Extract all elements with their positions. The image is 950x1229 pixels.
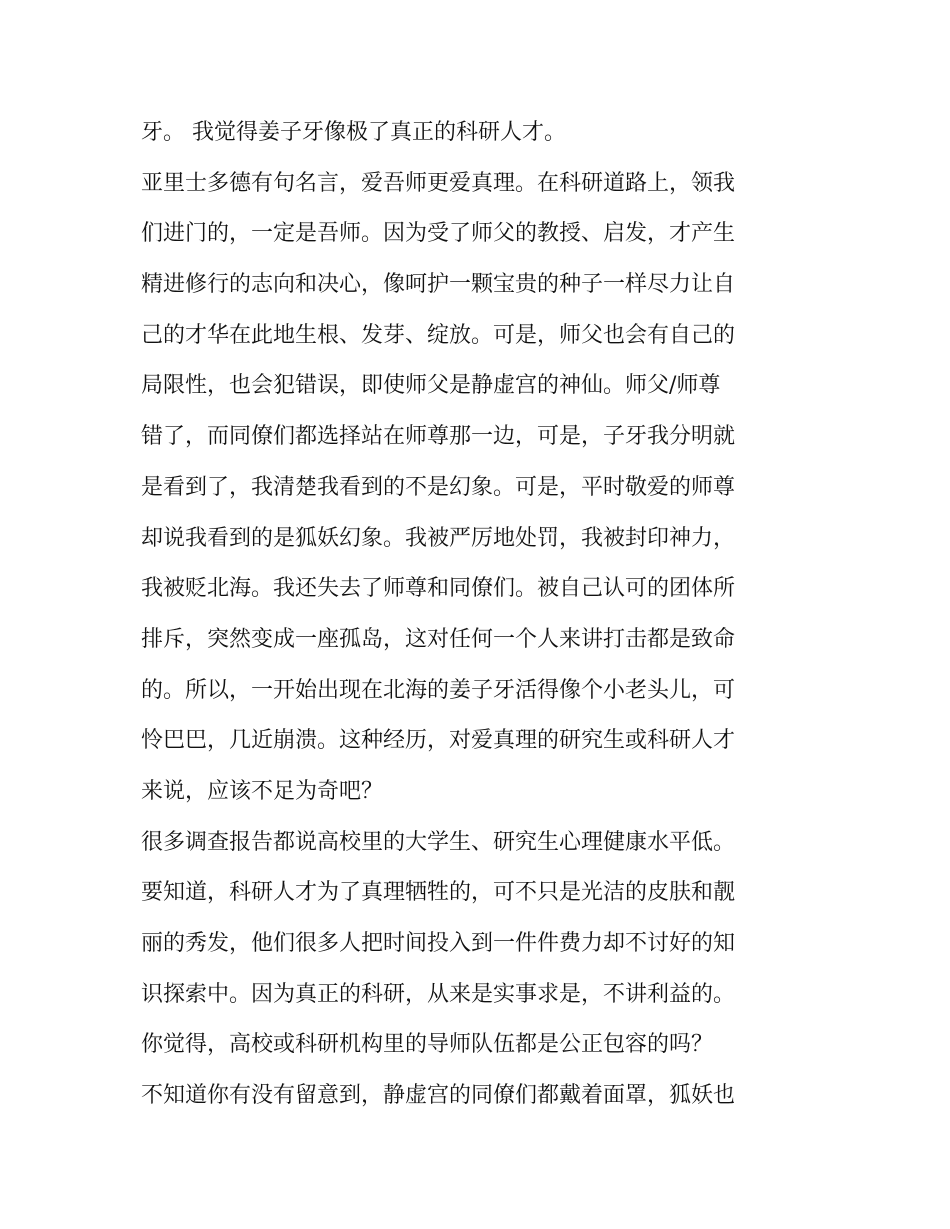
text-line: 亚里士多德有句名言，爱吾师更爱真理。在科研道路上，领我	[141, 170, 736, 196]
body-text	[141, 108, 813, 1122]
text-line: 我被贬北海。我还失去了师尊和同僚们。被自己认可的团体所	[141, 576, 736, 602]
text-line: 们进门的，一定是吾师。因为受了师父的教授、启发，才产生	[141, 221, 736, 247]
text-line: 精进修行的志向和决心，像呵护一颗宝贵的种子一样尽力让自	[141, 272, 736, 298]
text-line: 错了，而同僚们都选择站在师尊那一边，可是，子牙我分明就	[141, 424, 736, 450]
text-line: 要知道，科研人才为了真理牺牲的，可不只是光洁的皮肤和靓	[141, 880, 736, 906]
text-line: 你觉得，高校或科研机构里的导师队伍都是公正包容的吗？	[141, 1032, 714, 1058]
text-line: 却说我看到的是狐妖幻象。我被严厉地处罚，我被封印神力，	[141, 525, 736, 551]
text-line: 牙。 我觉得姜子牙像极了真正的科研人才。	[141, 120, 566, 145]
text-line: 来说，应该不足为奇吧？	[141, 778, 384, 804]
text-line: 排斥，突然变成一座孤岛，这对任何一个人来讲打击都是致命	[141, 626, 736, 652]
text-line: 怜巴巴，几近崩溃。这种经历，对爱真理的研究生或科研人才	[141, 728, 736, 754]
text-line: 很多调查报告都说高校里的大学生、研究生心理健康水平低。	[141, 829, 736, 855]
text-line: 局限性，也会犯错误，即使师父是静虚宫的神仙。师父/师尊	[141, 373, 721, 399]
text-line: 的。所以，一开始出现在北海的姜子牙活得像个小老头儿，可	[141, 677, 736, 703]
text-line: 是看到了，我清楚我看到的不是幻象。可是，平时敬爱的师尊	[141, 474, 736, 500]
text-line: 己的才华在此地生根、发芽、绽放。可是，师父也会有自己的	[141, 322, 736, 348]
text-line: 不知道你有没有留意到，静虚宫的同僚们都戴着面罩，狐妖也	[141, 1083, 736, 1109]
text-line: 识探索中。因为真正的科研，从来是实事求是，不讲利益的。	[141, 981, 736, 1007]
text-line: 丽的秀发，他们很多人把时间投入到一件件费力却不讨好的知	[141, 931, 736, 956]
